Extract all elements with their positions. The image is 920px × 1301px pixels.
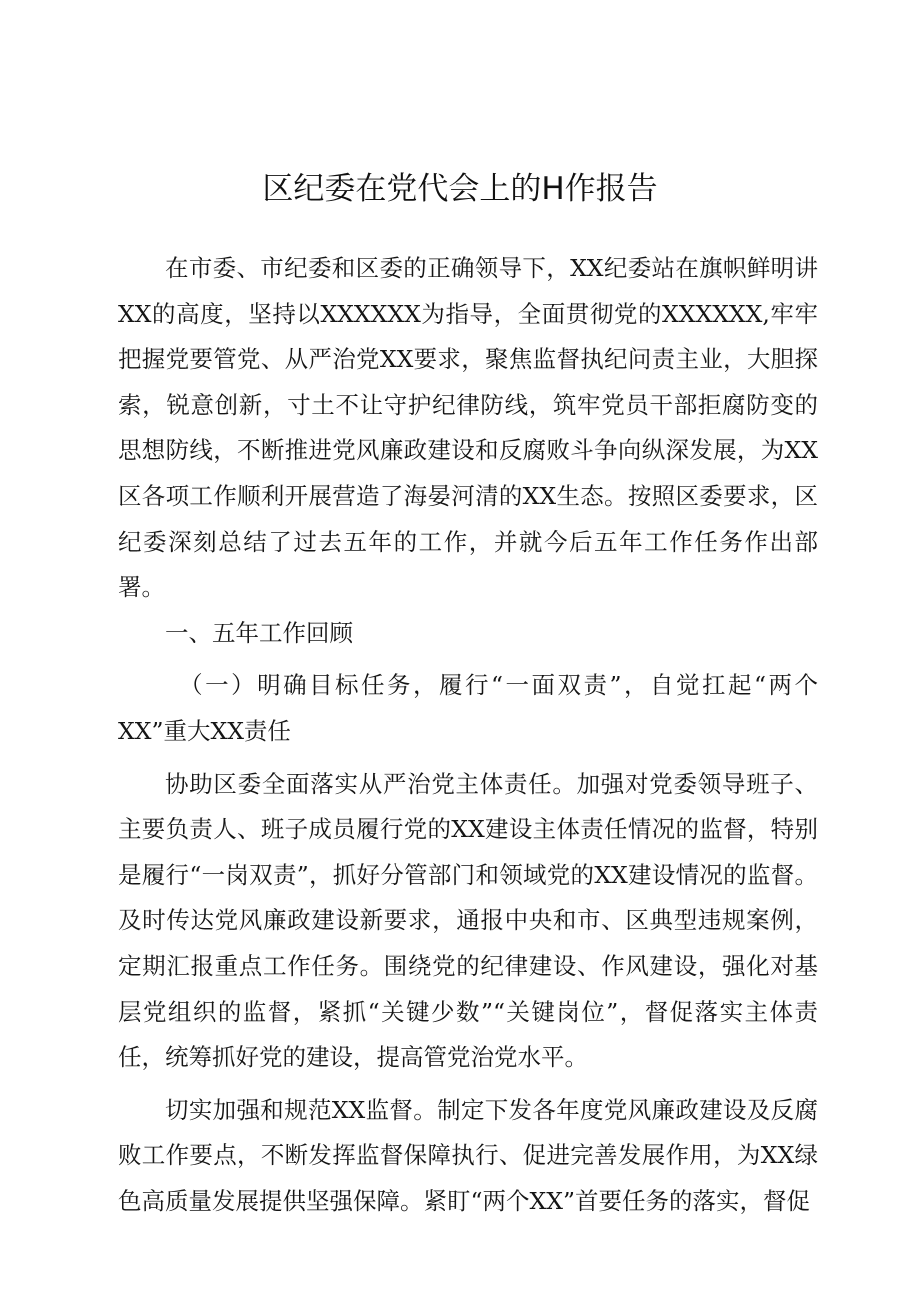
paragraph-supervision: 切实加强和规范XX监督。制定下发各年度党风廉政建设及反腐败工作要点，不断发挥监督保障执行、促进完善发展作用，为XX绿色高质量发展提供坚强保障。紧盯“两个XX”首要任务的落实，督促	[118, 1095, 818, 1215]
subsection-heading: （一）明确目标任务，履行“一面双责”，自觉扛起“两个XX”重大XX责任	[118, 671, 818, 745]
paragraph-intro: 在市委、市纪委和区委的正确领导下，XX纪委站在旗帜鲜明讲XX的高度，坚持以XXXXXX为指导，全面贯彻党的XXXXXX,牢牢把握党要管党、从严治党XX要求，聚焦监督执纪问责主业，大胆探索，锐意创新，寸土不让守护纪律防线，筑牢党员干部拒腐防变的思想防线，不断推进党风廉政建设和反腐败斗争向纵深发展，为XX区各项工作顺利开展营造了海晏河清的XX生态。按照区委要求，区纪委深刻总结了过去五年的工作，并就今后五年工作任务作出部署。	[118, 254, 818, 602]
section-heading: 一、五年工作回顾	[165, 618, 353, 647]
paragraph-responsibility: 协助区委全面落实从严治党主体责任。加强对党委领导班子、主要负责人、班子成员履行党的XX建设主体责任情况的监督，特别是履行“一岗双责”，抓好分管部门和领域党的XX建设情况的监督。及时传达党风廉政建设新要求，通报中央和市、区典型违规案例，定期汇报重点工作任务。围绕党的纪律建设、作风建设，强化对基层党组织的监督，紧抓“关键少数”“关键岗位”，督促落实主体责任，统筹抓好党的建设，提高管党治党水平。	[118, 769, 818, 1072]
document-title: 区纪委在党代会上的H作报告	[262, 171, 658, 207]
document-body	[118, 246, 818, 1224]
